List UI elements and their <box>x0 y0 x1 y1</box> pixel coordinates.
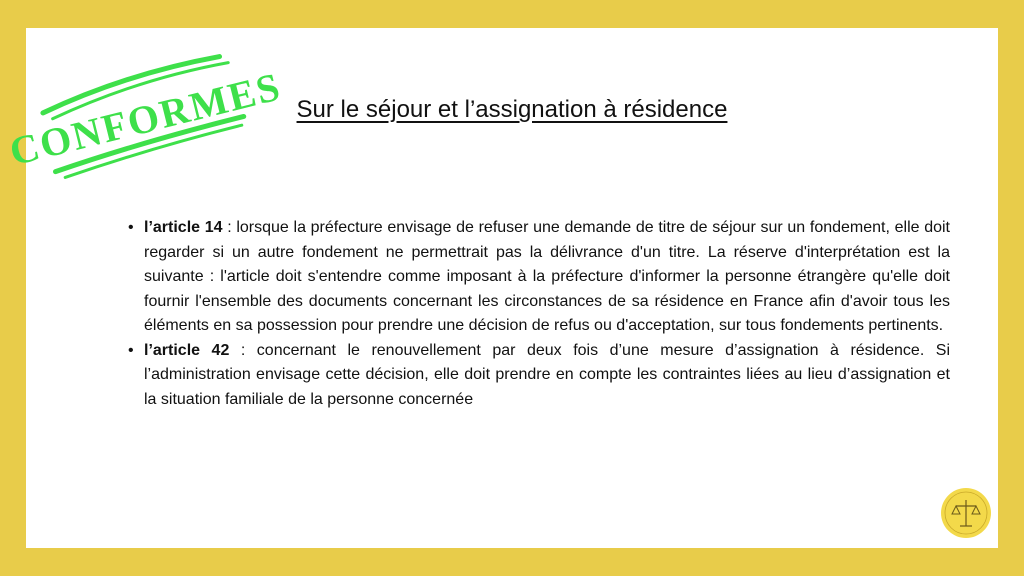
list-item-article-42 <box>144 339 950 413</box>
page-title: Sur le séjour et l’assignation à résidence <box>296 96 728 123</box>
slide <box>5 28 998 548</box>
stamp-text: CONFORMES <box>5 63 286 175</box>
list-item-article-14 <box>144 216 950 339</box>
justice-scales-logo-icon <box>939 486 993 540</box>
article-label: l’article 14 <box>144 219 223 236</box>
article-label: l’article 42 <box>144 341 230 359</box>
article-text: : concernant le renouvellement par deux fois d’une mesure d’assignation à résidence. Si l’administration envisage cette décision, elle doit prendre en compte les contraintes liées au lieu d’assignation et la situation familiale de la personne concernée <box>144 341 950 408</box>
article-text: : lorsque la préfecture envisage de refuser une demande de titre de séjour sur un fondement, elle doit regarder si un autre fondement ne permettrait pas la délivrance d'un titre. La réserve d'interprétation est la suivante : l'article doit s'entendre comme imposant à la préfecture d'informer la personne étrangère qu'elle doit fournir l'ensemble des documents concernant les circonstances de sa résidence en France afin d'avoir tous les éléments en sa possession pour prendre une décision de refus ou d'acceptation, sur tous fondements pertinents. <box>144 219 951 334</box>
article-list <box>126 216 950 412</box>
